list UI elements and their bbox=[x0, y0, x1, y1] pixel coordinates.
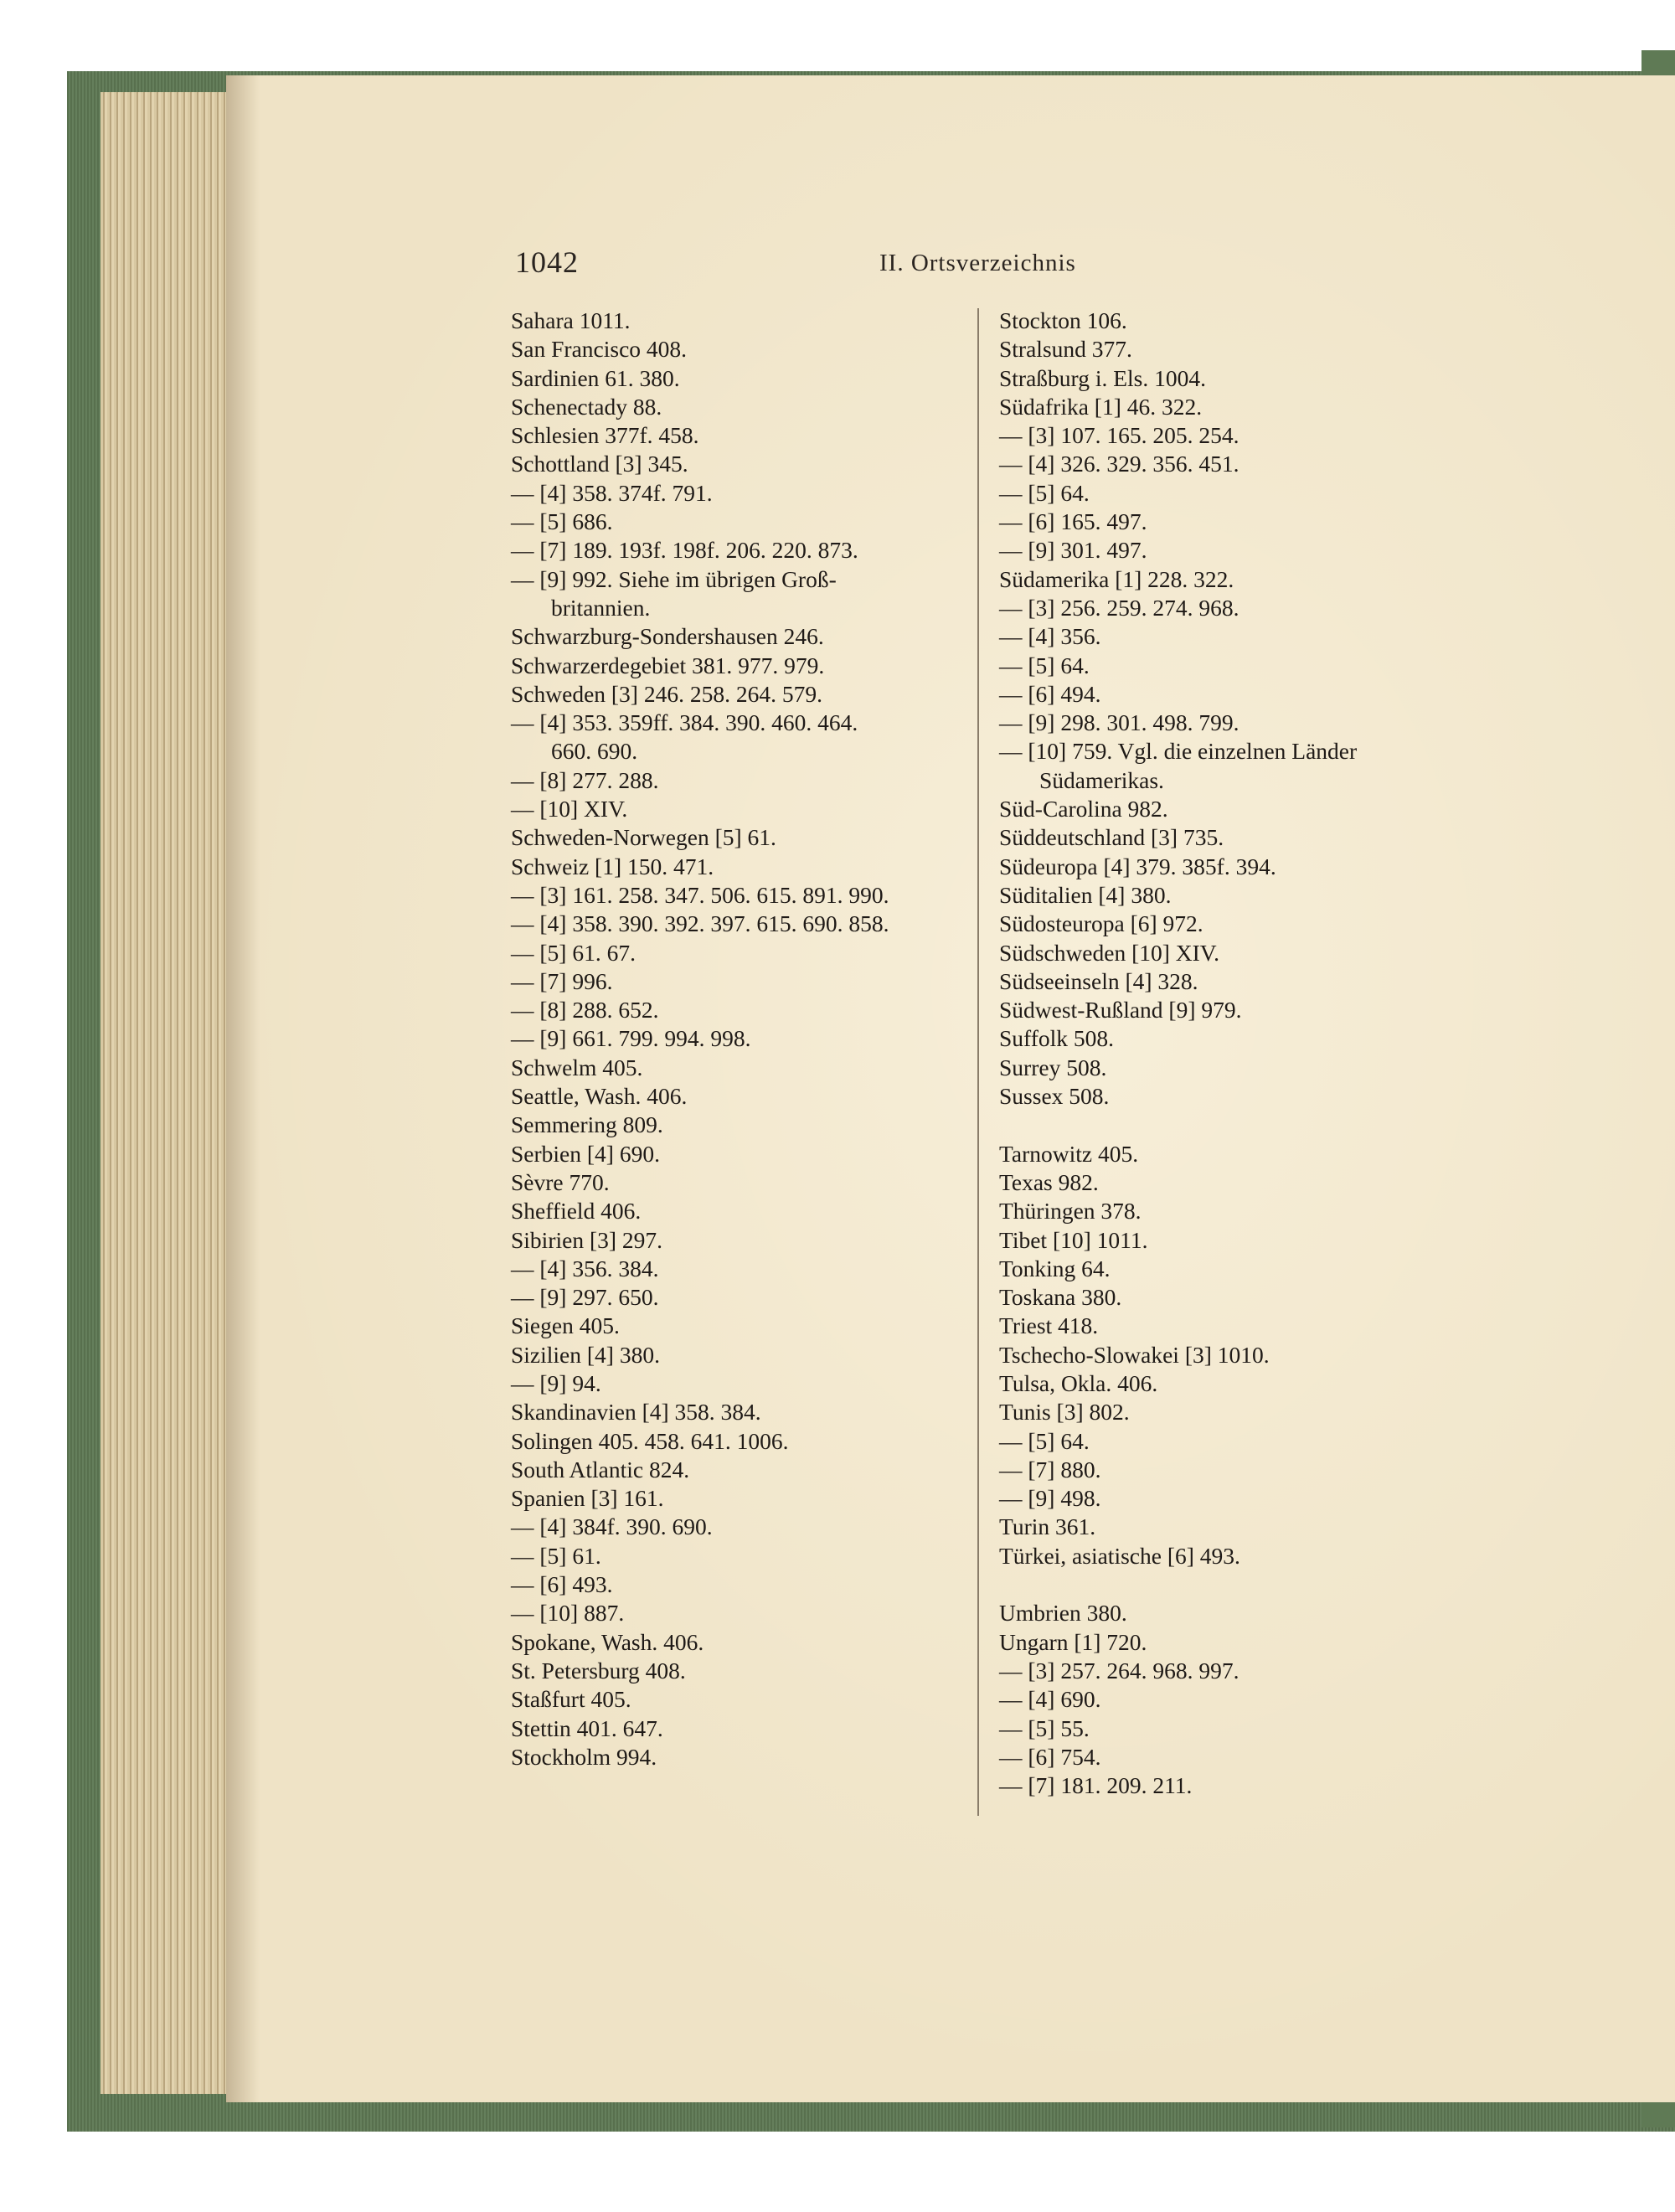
index-entry: — [5] 55. bbox=[999, 1714, 1090, 1741]
index-entry: Straßburg i. Els. 1004. bbox=[999, 364, 1206, 391]
index-entry: — [5] 686. bbox=[511, 508, 613, 535]
index-entry: — [3] 257. 264. 968. 997. bbox=[999, 1657, 1240, 1683]
index-entry: Sussex 508. bbox=[999, 1083, 1110, 1110]
index-entry: Spokane, Wash. 406. bbox=[511, 1628, 704, 1655]
index-entry: — [10] 759. Vgl. die einzelnen Länder bbox=[999, 738, 1358, 765]
index-entry: Schenectady 88. bbox=[511, 393, 662, 420]
index-entry: Tulsa, Okla. 406. bbox=[999, 1369, 1158, 1396]
index-entry: — [9] 661. 799. 994. 998. bbox=[511, 1025, 751, 1052]
index-entry: — [5] 64. bbox=[999, 479, 1090, 506]
index-entry: — [3] 107. 165. 205. 254. bbox=[999, 422, 1240, 449]
index-entry: St. Petersburg 408. bbox=[511, 1657, 686, 1683]
index-entry: Tarnowitz 405. bbox=[999, 1140, 1139, 1167]
index-entry: — [9] 992. Siehe im übrigen Groß- bbox=[511, 565, 837, 592]
index-entry: — [5] 61. bbox=[511, 1542, 601, 1569]
index-entry: — [3] 161. 258. 347. 506. 615. 891. 990. bbox=[511, 881, 889, 908]
index-entry: Schweden-Norwegen [5] 61. bbox=[511, 824, 776, 851]
index-entry: South Atlantic 824. bbox=[511, 1456, 690, 1482]
entry-gap bbox=[999, 1570, 1477, 1599]
index-entry: Siegen 405. bbox=[511, 1312, 620, 1339]
index-entry: — [8] 277. 288. bbox=[511, 766, 659, 793]
index-entry: — [5] 61. 67. bbox=[511, 939, 636, 966]
index-entry: — [7] 181. 209. 211. bbox=[999, 1772, 1193, 1799]
index-entry: Serbien [4] 690. bbox=[511, 1140, 660, 1167]
index-entry: — [4] 358. 390. 392. 397. 615. 690. 858. bbox=[511, 910, 889, 937]
index-entry: britannien. bbox=[551, 594, 651, 621]
index-entry: Tunis [3] 802. bbox=[999, 1399, 1130, 1426]
index-entry: Suffolk 508. bbox=[999, 1025, 1115, 1052]
index-entry: — [9] 298. 301. 498. 799. bbox=[999, 709, 1240, 736]
index-entry: Schweiz [1] 150. 471. bbox=[511, 853, 714, 879]
index-entry: — [9] 301. 497. bbox=[999, 537, 1147, 564]
index-entry: Toskana 380. bbox=[999, 1284, 1122, 1311]
index-entry: Stettin 401. 647. bbox=[511, 1714, 663, 1741]
index-entry: Tonking 64. bbox=[999, 1255, 1111, 1281]
index-entry: Ungarn [1] 720. bbox=[999, 1628, 1147, 1655]
index-entry: — [5] 64. bbox=[999, 652, 1090, 678]
index-entry: Seattle, Wash. 406. bbox=[511, 1083, 688, 1110]
index-entry: Schwarzerdegebiet 381. 977. 979. bbox=[511, 652, 825, 678]
index-entry: — [5] 64. bbox=[999, 1427, 1090, 1454]
index-entry: — [9] 94. bbox=[511, 1369, 601, 1396]
index-entry: Solingen 405. 458. 641. 1006. bbox=[511, 1427, 789, 1454]
index-entry: Texas 982. bbox=[999, 1168, 1099, 1195]
index-entry: — [3] 256. 259. 274. 968. bbox=[999, 594, 1240, 621]
index-entry: Sahara 1011. bbox=[511, 307, 631, 333]
index-entry: 660. 690. bbox=[551, 738, 638, 765]
index-entry: Schweden [3] 246. 258. 264. 579. bbox=[511, 680, 822, 707]
index-entry: — [9] 498. bbox=[999, 1485, 1101, 1512]
index-entry: Thüringen 378. bbox=[999, 1198, 1142, 1225]
index-entry: Sibirien [3] 297. bbox=[511, 1226, 663, 1253]
index-entry: Südafrika [1] 46. 322. bbox=[999, 393, 1203, 420]
index-entry: Süditalien [4] 380. bbox=[999, 881, 1172, 908]
index-entry: — [4] 356. 384. bbox=[511, 1255, 659, 1281]
gutter-shadow bbox=[226, 75, 260, 2102]
index-entry: — [7] 880. bbox=[999, 1456, 1101, 1482]
index-column-left bbox=[511, 307, 980, 1771]
index-entry: Skandinavien [4] 358. 384. bbox=[511, 1399, 761, 1426]
index-entry: — [7] 189. 193f. 198f. 206. 220. 873. bbox=[511, 537, 858, 564]
index-column-right bbox=[999, 307, 1477, 1800]
index-entry: Surrey 508. bbox=[999, 1054, 1107, 1080]
index-entry: Semmering 809. bbox=[511, 1111, 663, 1138]
index-entry: Umbrien 380. bbox=[999, 1600, 1127, 1627]
index-entry: Stockholm 994. bbox=[511, 1743, 657, 1770]
index-entry: Südwest-Rußland [9] 979. bbox=[999, 997, 1242, 1024]
index-entry: Turin 361. bbox=[999, 1513, 1096, 1540]
index-entry: San Francisco 408. bbox=[511, 336, 688, 363]
index-entry: — [4] 358. 374f. 791. bbox=[511, 479, 713, 506]
running-head bbox=[515, 245, 1382, 278]
index-entry: — [7] 996. bbox=[511, 967, 613, 994]
index-entry: Südseeinseln [4] 328. bbox=[999, 967, 1198, 994]
index-entry: Tibet [10] 1011. bbox=[999, 1226, 1148, 1253]
index-entry: Tschecho-Slowakei [3] 1010. bbox=[999, 1341, 1270, 1368]
index-entry: Staßfurt 405. bbox=[511, 1686, 631, 1713]
index-entry: Süddeutschland [3] 735. bbox=[999, 824, 1224, 851]
index-entry: — [4] 384f. 390. 690. bbox=[511, 1513, 713, 1540]
page-number: 1042 bbox=[515, 245, 579, 279]
index-entry: — [8] 288. 652. bbox=[511, 997, 659, 1024]
index-entry: Triest 418. bbox=[999, 1312, 1099, 1339]
page-edges bbox=[100, 92, 239, 2094]
index-entry: — [4] 353. 359ff. 384. 390. 460. 464. bbox=[511, 709, 858, 736]
index-entry: Schlesien 377f. 458. bbox=[511, 422, 699, 449]
index-entry: Sheffield 406. bbox=[511, 1198, 642, 1225]
index-entry: Spanien [3] 161. bbox=[511, 1485, 664, 1512]
index-entry: Sèvre 770. bbox=[511, 1168, 610, 1195]
index-entry: Schwarzburg-Sondershausen 246. bbox=[511, 623, 824, 650]
index-entry: Schottland [3] 345. bbox=[511, 451, 688, 477]
index-entry: Türkei, asiatische [6] 493. bbox=[999, 1542, 1240, 1569]
column-divider bbox=[977, 308, 979, 1816]
index-entry: Schwelm 405. bbox=[511, 1054, 643, 1080]
index-entry: Südschweden [10] XIV. bbox=[999, 939, 1219, 966]
index-entry: — [6] 494. bbox=[999, 680, 1101, 707]
entry-gap bbox=[999, 1111, 1477, 1139]
index-entry: Sardinien 61. 380. bbox=[511, 364, 680, 391]
index-entry: Südamerikas. bbox=[1039, 766, 1164, 793]
index-entry: — [6] 754. bbox=[999, 1743, 1101, 1770]
index-entry: Südosteuropa [6] 972. bbox=[999, 910, 1203, 937]
index-entry: Süd-Carolina 982. bbox=[999, 796, 1168, 822]
index-entry: — [6] 165. 497. bbox=[999, 508, 1147, 535]
index-entry: Stockton 106. bbox=[999, 307, 1127, 333]
index-entry: — [9] 297. 650. bbox=[511, 1284, 659, 1311]
index-entry: — [10] XIV. bbox=[511, 796, 628, 822]
index-entry: — [4] 356. bbox=[999, 623, 1101, 650]
index-entry: — [4] 326. 329. 356. 451. bbox=[999, 451, 1240, 477]
section-title: II. Ortsverzeichnis bbox=[879, 250, 1076, 276]
index-entry: — [10] 887. bbox=[511, 1600, 625, 1627]
index-entry: Südamerika [1] 228. 322. bbox=[999, 565, 1234, 592]
index-entry: — [6] 493. bbox=[511, 1571, 613, 1598]
index-entry: — [4] 690. bbox=[999, 1686, 1101, 1713]
index-entry: Stralsund 377. bbox=[999, 336, 1132, 363]
index-entry: Südeuropa [4] 379. 385f. 394. bbox=[999, 853, 1276, 879]
index-entry: Sizilien [4] 380. bbox=[511, 1341, 660, 1368]
